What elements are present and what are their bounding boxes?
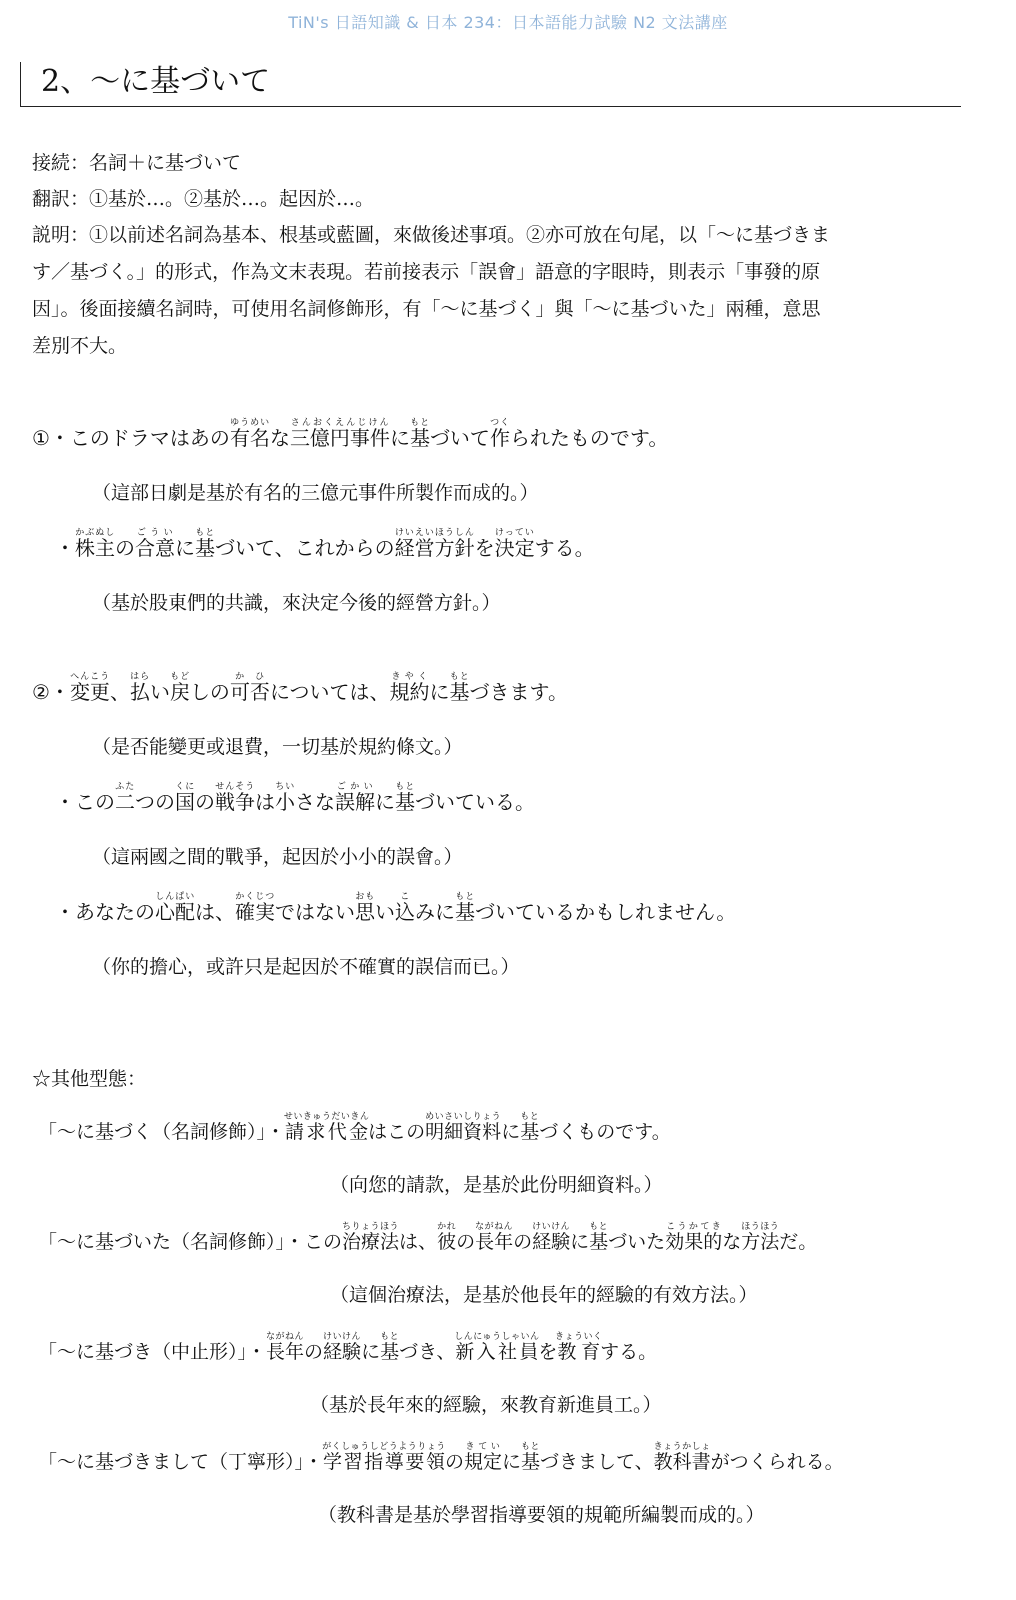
furigana-word: 株主かぶぬし [75, 528, 115, 560]
other-form-translation: （教科書是基於學習指導要領的規範所編製而成的。） [318, 1504, 765, 1526]
furigana-reading: もと [521, 1442, 541, 1452]
example-sentence [32, 418, 668, 451]
sentence-fragment: に [361, 1341, 381, 1363]
furigana-word: 確実かくじつ [235, 892, 275, 924]
furigana-word: 小ちい [275, 782, 295, 814]
furigana-reading: くに [175, 782, 195, 792]
furigana-word: 込こ [395, 892, 415, 924]
sentence-fragment: については、 [269, 680, 390, 704]
example-sentence [55, 892, 736, 925]
furigana-reading: こうかてき [665, 1222, 723, 1232]
example-marker: ・ [55, 790, 75, 814]
furigana-reading: ゆうめい [229, 418, 270, 428]
furigana-word: 心配しんぱい [155, 892, 195, 924]
example-sentence [55, 782, 535, 815]
example-marker: ・ [55, 900, 75, 924]
furigana-word: 基もと [380, 1332, 400, 1363]
furigana-word: 規約きやく [389, 672, 430, 704]
sentence-fragment: づいて [429, 426, 490, 450]
sentence-fragment: づいて、これからの [215, 536, 395, 560]
sentence-fragment: する。 [534, 536, 595, 560]
explanation-line: 因」。後面接續名詞時，可使用名詞修飾形，有「～に基づく」與「～に基づいた」兩種，意思 [32, 298, 821, 320]
sentence-fragment: られたものです。 [509, 426, 669, 450]
furigana-reading: けってい [494, 528, 535, 538]
sentence-fragment: に [389, 426, 410, 450]
furigana-word: 請求代金せいきゅうだいきん [283, 1112, 370, 1143]
furigana-reading: しんぱい [155, 892, 195, 902]
sentence-fragment: この [75, 790, 115, 814]
sentence-fragment: に [375, 790, 395, 814]
furigana-reading: かれ [437, 1222, 457, 1232]
furigana-reading: きやく [389, 672, 430, 682]
sentence-fragment: づきます。 [469, 680, 568, 704]
sentence-text [69, 418, 669, 450]
furigana-word: 彼かれ [437, 1222, 457, 1253]
sentence-fragment: に [570, 1231, 590, 1253]
explanation-line: 差別不大。 [32, 335, 128, 357]
sentence-fragment: づいている。 [415, 790, 535, 814]
example-sentence [32, 672, 568, 705]
furigana-word: 方法ほうほう [741, 1222, 780, 1253]
sentence-fragment: な [269, 426, 290, 450]
sentence-fragment: を [538, 1341, 558, 1363]
sentence-fragment: がつくられる。 [710, 1451, 844, 1473]
furigana-reading: きょうかしょ [653, 1442, 711, 1452]
sentence-text [266, 1332, 658, 1363]
furigana-word: 誤解ごかい [335, 782, 375, 814]
explanation-line: す／基づく。」的形式，作為文末表現。若前接表示「誤會」語意的字眼時，則表示「事發的原 [32, 261, 821, 283]
sentence-fragment: づくものです。 [539, 1121, 671, 1143]
other-form-sentence [38, 1332, 657, 1365]
sentence-text [75, 892, 737, 924]
sentence-fragment: の [195, 790, 215, 814]
sentence-fragment: に [429, 680, 450, 704]
furigana-reading: もと [395, 782, 415, 792]
furigana-reading: おも [355, 892, 375, 902]
example-marker: ②・ [32, 680, 70, 704]
furigana-word: 経験けいけん [323, 1332, 362, 1363]
furigana-reading: けいえいほうしん [394, 528, 475, 538]
sentence-fragment: さな [295, 790, 335, 814]
sentence-fragment: このドラマはあの [69, 426, 230, 450]
furigana-word: 思おも [355, 892, 375, 924]
sentence-fragment: あなたの [75, 900, 155, 924]
sentence-fragment: しの [189, 680, 230, 704]
furigana-reading: ふた [115, 782, 135, 792]
example-translation: （是否能變更或退費，一切基於規約條文。） [92, 736, 463, 758]
connection-line: 接続：名詞＋に基づいて [32, 152, 242, 174]
furigana-reading: ながねん [475, 1222, 514, 1232]
sentence-fragment: を [474, 536, 495, 560]
furigana-reading: ごうい [135, 528, 175, 538]
furigana-word: 明細資料めいさいしりょう [425, 1112, 502, 1143]
furigana-reading: ごかい [335, 782, 375, 792]
translation-line: 翻訳：①基於…。②基於…。起因於…。 [32, 188, 375, 210]
other-form-sentence [38, 1112, 671, 1145]
sentence-text [75, 782, 535, 814]
sentence-fragment: は、 [195, 900, 235, 924]
sentence-text [322, 1442, 844, 1473]
sentence-fragment: に [175, 536, 195, 560]
other-form-sentence [38, 1442, 844, 1475]
furigana-word: 基もと [195, 528, 215, 560]
furigana-word: 学習指導要領がくしゅうしどうようりょう [322, 1442, 446, 1473]
sentence-fragment: い [149, 680, 170, 704]
furigana-reading: ちりょうほう [342, 1222, 400, 1232]
sentence-fragment: つの [135, 790, 175, 814]
furigana-reading: ほうほう [741, 1222, 780, 1232]
furigana-reading: さんおくえんじけん [289, 418, 390, 428]
section-title-bar [20, 62, 961, 107]
furigana-word: 規定きてい [463, 1442, 502, 1473]
sentence-fragment: に [501, 1121, 521, 1143]
furigana-reading: せんそう [215, 782, 255, 792]
furigana-reading: もと [380, 1332, 400, 1342]
furigana-reading: はら [129, 672, 150, 682]
other-forms-heading: ☆其他型態： [32, 1068, 147, 1090]
sentence-fragment: づいているかもしれません。 [475, 900, 737, 924]
furigana-reading: もと [195, 528, 215, 538]
sentence-fragment: づきまして、 [540, 1451, 654, 1473]
furigana-reading: きてい [463, 1442, 502, 1452]
furigana-reading: へんこう [69, 672, 110, 682]
form-label: 「～に基づく（名詞修飾）」・ [38, 1121, 286, 1143]
sentence-fragment: の [444, 1451, 464, 1473]
sentence-text [75, 528, 595, 560]
sentence-fragment: この [304, 1231, 343, 1253]
furigana-reading: つく [489, 418, 510, 428]
page-title: 2、～に基づいて [41, 64, 271, 99]
furigana-word: 戻もど [169, 672, 190, 704]
furigana-word: 治療法ちりょうほう [342, 1222, 400, 1253]
furigana-word: 経営方針けいえいほうしん [394, 528, 475, 560]
sentence-text [69, 672, 568, 704]
sentence-fragment: の [304, 1341, 324, 1363]
furigana-word: 有名ゆうめい [229, 418, 270, 450]
furigana-reading: かひ [229, 672, 270, 682]
furigana-word: 変更へんこう [69, 672, 110, 704]
sentence-fragment: みに [415, 900, 455, 924]
furigana-word: 戦争せんそう [215, 782, 255, 814]
furigana-word: 基もと [589, 1222, 609, 1253]
furigana-reading: こ [395, 892, 415, 902]
sentence-fragment: な [722, 1231, 742, 1253]
furigana-word: 可否かひ [229, 672, 270, 704]
sentence-fragment: の [115, 536, 135, 560]
furigana-word: 基もと [520, 1112, 540, 1143]
sentence-fragment: は、 [399, 1231, 438, 1253]
furigana-word: 長年ながねん [266, 1332, 305, 1363]
furigana-word: 長年ながねん [475, 1222, 514, 1253]
other-form-translation: （基於長年來的經驗，來教育新進員工。） [310, 1394, 662, 1416]
furigana-reading: もど [169, 672, 190, 682]
furigana-word: 経験けいけん [532, 1222, 571, 1253]
example-marker: ①・ [32, 426, 70, 450]
furigana-word: 国くに [175, 782, 195, 814]
page-header: TiN's 日語知識 & 日本 234：日本語能力試驗 N2 文法講座 [288, 13, 728, 32]
furigana-reading: ながねん [266, 1332, 305, 1342]
furigana-reading: せいきゅうだいきん [283, 1112, 370, 1122]
sentence-fragment: に [501, 1451, 521, 1473]
furigana-word: 払はら [129, 672, 150, 704]
form-label: 「～に基づき（中止形）」・ [38, 1341, 267, 1363]
furigana-word: 作つく [489, 418, 510, 450]
furigana-reading: もと [520, 1112, 540, 1122]
furigana-word: 合意ごうい [135, 528, 175, 560]
furigana-reading: かくじつ [235, 892, 275, 902]
sentence-fragment: はこの [368, 1121, 426, 1143]
furigana-reading: もと [409, 418, 430, 428]
other-form-sentence [38, 1222, 817, 1255]
example-translation: （基於股東們的共識，來決定今後的經營方針。） [92, 592, 501, 614]
example-translation: （這部日劇是基於有名的三億元事件所製作而成的。） [92, 482, 539, 504]
form-label: 「～に基づいた（名詞修飾）」・ [38, 1231, 305, 1253]
furigana-reading: しんにゅうしゃいん [454, 1332, 540, 1342]
furigana-reading: もと [589, 1222, 609, 1232]
other-form-translation: （這個治療法，是基於他長年的經驗的有效方法。） [330, 1284, 758, 1306]
furigana-word: 基もと [449, 672, 470, 704]
sentence-fragment: づいた [608, 1231, 666, 1253]
furigana-word: 新入社員しんにゅうしゃいん [454, 1332, 540, 1363]
furigana-word: 基もと [409, 418, 430, 450]
sentence-fragment: は [255, 790, 275, 814]
furigana-word: 基もと [455, 892, 475, 924]
furigana-reading: がくしゅうしどうようりょう [322, 1442, 446, 1452]
sentence-fragment: する。 [600, 1341, 658, 1363]
other-form-translation: （向您的請款，是基於此份明細資料。） [330, 1174, 663, 1196]
example-translation: （你的擔心，或許只是起因於不確實的誤信而已。） [92, 956, 520, 978]
sentence-fragment: 、 [109, 680, 130, 704]
example-marker: ・ [55, 536, 75, 560]
furigana-reading: きょういく [554, 1332, 603, 1342]
form-label: 「～に基づきまして（丁寧形）」・ [38, 1451, 324, 1473]
sentence-fragment: ではない [275, 900, 355, 924]
furigana-reading: もと [449, 672, 470, 682]
furigana-reading: ちい [275, 782, 295, 792]
furigana-reading: けいけん [532, 1222, 571, 1232]
furigana-word: 教科書きょうかしょ [653, 1442, 711, 1473]
sentence-fragment: の [513, 1231, 533, 1253]
furigana-word: 決定けってい [494, 528, 535, 560]
furigana-reading: もと [455, 892, 475, 902]
example-sentence [55, 528, 595, 561]
explanation-line: 説明：①以前述名詞為基本、根基或藍圖，來做後述事項。②亦可放在句尾，以「～に基づきま [32, 224, 831, 246]
sentence-text [304, 1222, 818, 1253]
furigana-reading: かぶぬし [75, 528, 115, 538]
furigana-word: 効果的こうかてき [665, 1222, 723, 1253]
furigana-word: 基もと [521, 1442, 541, 1473]
sentence-fragment: の [456, 1231, 476, 1253]
example-translation: （這兩國之間的戰爭，起因於小小的誤會。） [92, 846, 463, 868]
furigana-word: 三億円事件さんおくえんじけん [289, 418, 390, 450]
furigana-reading: けいけん [323, 1332, 362, 1342]
sentence-fragment: い [375, 900, 395, 924]
sentence-text [283, 1112, 671, 1143]
furigana-word: 基もと [395, 782, 415, 814]
sentence-fragment: だ。 [779, 1231, 818, 1253]
sentence-fragment: づき、 [399, 1341, 456, 1363]
furigana-word: 教育きょういく [554, 1332, 603, 1363]
furigana-reading: めいさいしりょう [425, 1112, 502, 1122]
furigana-word: 二ふた [115, 782, 135, 814]
